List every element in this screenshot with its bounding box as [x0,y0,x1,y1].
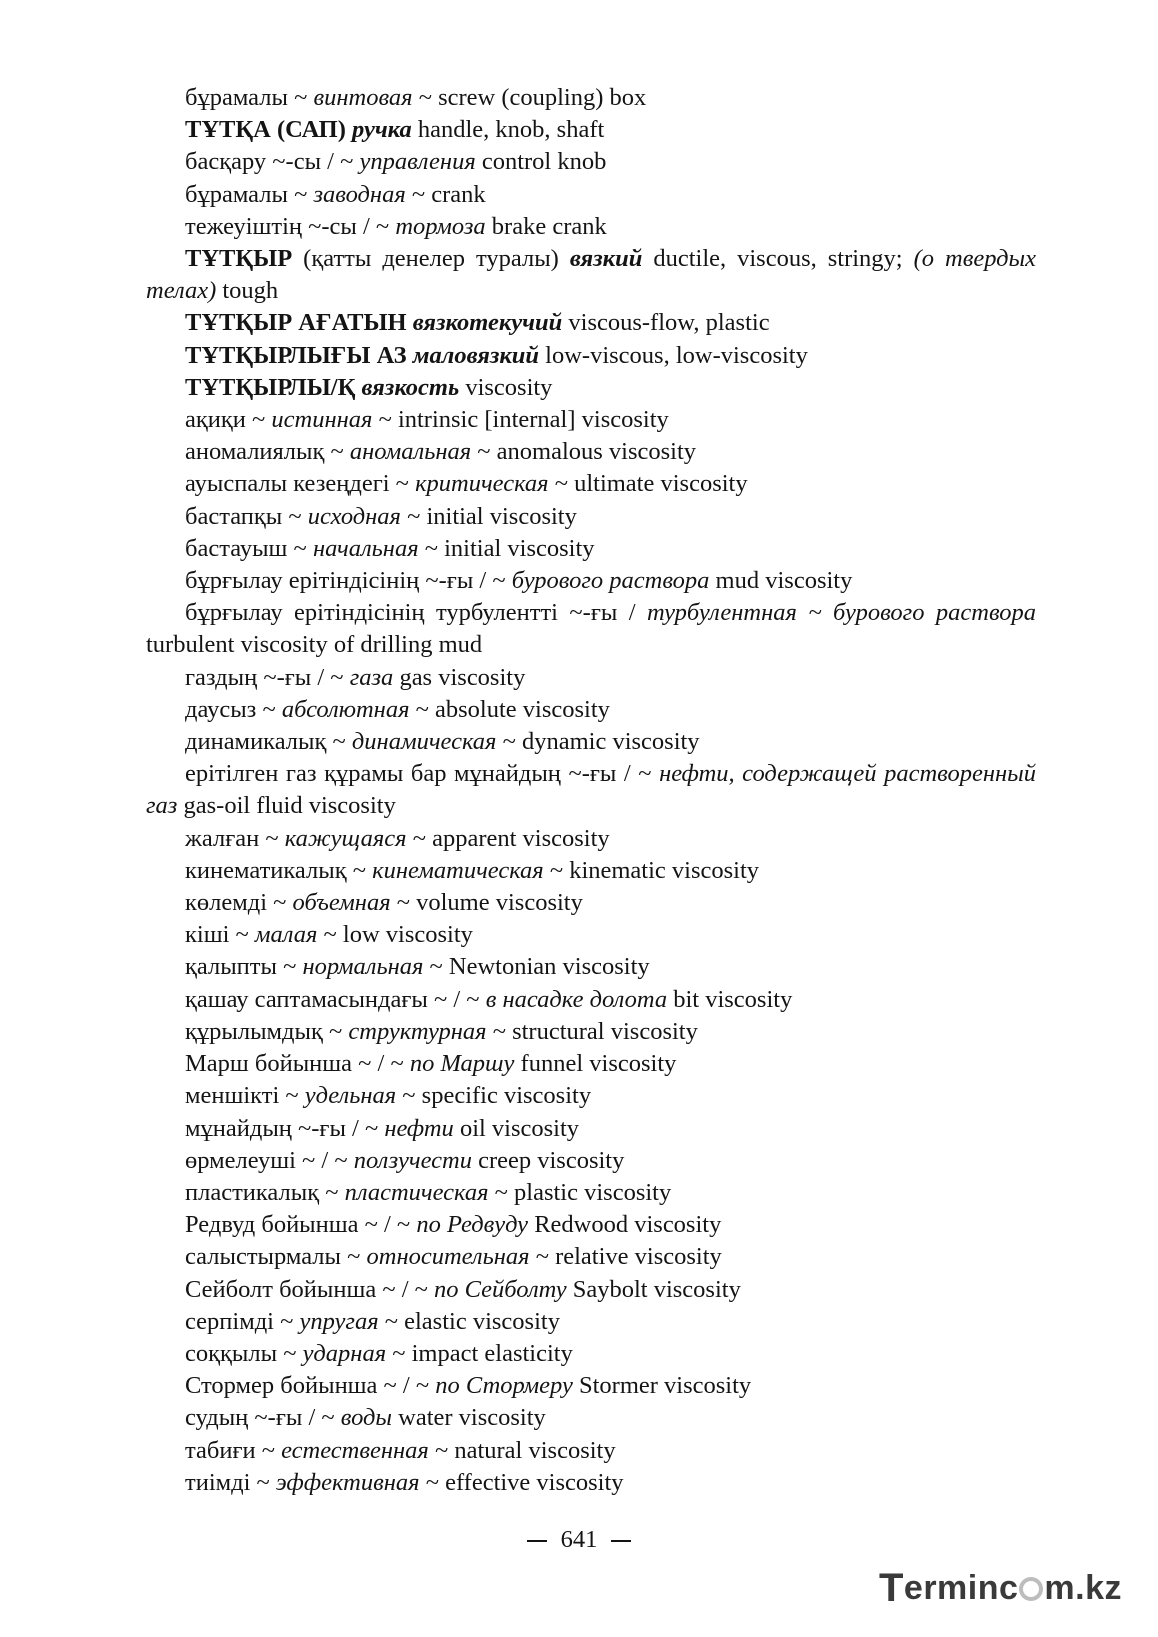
entry-russian-term: по Маршу [409,1050,515,1078]
entry-russian-term: удельная [304,1082,397,1110]
entry-text: Сейболт бойынша ~ / ~ [185,1275,435,1303]
dictionary-entry [146,114,1036,146]
dictionary-entry [146,1274,1036,1306]
entry-text: Saybolt viscosity [566,1275,741,1303]
entry-russian-term: по Стормеру [435,1372,573,1400]
dictionary-entry [146,726,1036,758]
entry-text: газдың ~-ғы / ~ [185,663,350,691]
entry-text: табиғи ~ [185,1436,282,1464]
entry-text: ақиқи ~ [185,406,272,434]
dictionary-entry [146,1338,1036,1370]
entry-text: бұрамалы ~ [185,84,314,111]
dictionary-entry [146,1113,1036,1145]
entry-russian-term: аномальная [349,438,472,466]
entry-russian-term: бурового раствора [511,567,710,595]
entry-text: viscous-flow, plastic [562,309,770,337]
entry-text: ~ screw (coupling) box [412,84,647,111]
entry-list [146,82,1036,1499]
dictionary-entry [146,1306,1036,1338]
entry-headword-russian: маловязкий [412,341,540,369]
entry-text: ~ apparent viscosity [406,824,610,852]
entry-text: brake crank [485,212,607,240]
entry-russian-term: эффективная [275,1468,420,1496]
entry-russian-term: нефти, содержащей растворенный газ [146,760,1036,820]
entry-russian-term: ударная [302,1339,387,1367]
dictionary-entry [146,758,1036,822]
entry-text: бұрғылау ерітіндісінің турбулентті ~-ғы / [185,599,648,627]
dictionary-entry [146,1177,1036,1209]
entry-text: ~ relative viscosity [529,1243,722,1271]
entry-text: қалыпты ~ [185,953,303,981]
entry-text: ~ elastic viscosity [378,1307,560,1335]
dictionary-entry [146,436,1036,468]
entry-russian-term: критическая [415,470,549,498]
entry-russian-term: нормальная [302,953,424,981]
entry-russian-term: по Редвуду [416,1211,529,1239]
entry-text: ~ ultimate viscosity [548,470,748,498]
entry-text: көлемді ~ [185,889,293,917]
entry-text: кіші ~ [185,921,255,949]
entry-text: ~ anomalous viscosity [471,438,697,466]
entry-text: (қатты денелер туралы) [292,245,570,273]
dictionary-entry [146,307,1036,339]
entry-text: control knob [475,148,607,176]
entry-text: tough [216,277,279,305]
dictionary-entry [146,984,1036,1016]
entry-text: ~ impact elasticity [386,1339,573,1367]
entry-text: құрылымдық ~ [185,1017,349,1045]
entry-text: low-viscous, low-viscosity [539,341,808,369]
entry-russian-term: управления [359,148,476,176]
entry-text: бұрамалы ~ [185,180,314,208]
entry-russian-term: объемная [292,889,391,917]
entry-text: соққылы ~ [185,1339,303,1367]
entry-text: ауыспалы кезеңдегі ~ [185,470,416,498]
entry-text: mud viscosity [709,567,853,595]
entry-text: ~ specific viscosity [396,1082,592,1110]
entry-russian-term: пластическая [344,1178,489,1206]
entry-text: бастауыш ~ [185,534,313,562]
entry-russian-term: исходная [307,502,401,530]
entry-text: gas-oil fluid viscosity [177,792,396,820]
dictionary-entry [146,694,1036,726]
dictionary-entry [146,372,1036,404]
termincom-watermark-logo [879,1566,1122,1611]
entry-text: бастапқы ~ [185,502,308,530]
dictionary-entry [146,823,1036,855]
dictionary-entry [146,1435,1036,1467]
entry-headword-russian: вязкотекучий [412,309,563,337]
entry-text: viscosity [459,373,553,401]
dictionary-entry [146,1467,1036,1499]
dictionary-entry [146,597,1036,661]
dictionary-entry [146,243,1036,307]
entry-russian-term: турбулентная ~ бурового раствора [647,599,1037,627]
entry-russian-term: естественная [281,1436,429,1464]
dictionary-entry [146,855,1036,887]
entry-russian-term: в насадке долота [485,985,668,1013]
entry-headword-russian: вязкий [569,245,643,273]
entry-text: пластикалық ~ [185,1178,345,1206]
entry-headword: ТҰТҚЫРЛЫҒЫ АЗ [185,341,413,369]
entry-text: қашау саптамасындағы ~ / ~ [185,985,486,1013]
entry-text: Марш бойынша ~ / ~ [185,1050,410,1078]
entry-text: бұрғылау ерітіндісінің ~-ғы / ~ [185,567,512,595]
entry-text: ~ Newtonian viscosity [423,953,650,981]
entry-russian-term: кинематическая [372,856,544,884]
entry-headword-russian: ручка [352,116,412,144]
entry-text: аномалиялық ~ [185,438,350,466]
entry-text: судың ~-ғы / ~ [185,1404,341,1432]
entry-headword: ТҰТҚЫР [185,245,293,273]
dictionary-entry [146,82,1036,114]
entry-russian-term: структурная [348,1017,487,1045]
entry-russian-term: заводная [313,180,406,208]
watermark-middle: erminc [903,1569,1019,1607]
page-number-dash-right [611,1540,631,1542]
dictionary-entry [146,1241,1036,1273]
entry-russian-term: винтовая [313,84,413,111]
entry-text: Redwood viscosity [528,1211,722,1239]
dictionary-entry [146,340,1036,372]
entry-russian-term: относительная [366,1243,530,1271]
entry-text: даусыз ~ [185,695,282,723]
entry-headword-russian: вязкость [361,373,460,401]
entry-russian-term: упругая [299,1307,379,1335]
entry-text: ~ low viscosity [317,921,473,949]
entry-russian-term: истинная [271,406,373,434]
entry-text: water viscosity [392,1404,546,1432]
dictionary-entry [146,211,1036,243]
dictionary-entry [146,146,1036,178]
dictionary-entry [146,951,1036,983]
entry-text: ~ volume viscosity [390,889,583,917]
dictionary-entry [146,1209,1036,1241]
watermark-suffix: m.kz [1044,1569,1122,1607]
dictionary-entry [146,887,1036,919]
entry-text: ~ plastic viscosity [488,1178,672,1206]
dictionary-page [146,82,1036,1499]
entry-text: ~ kinematic viscosity [543,856,760,884]
entry-russian-term: малая [254,921,318,949]
entry-text: ductile, viscous, stringy; [642,245,914,273]
entry-text: bit viscosity [667,985,793,1013]
dictionary-entry [146,404,1036,436]
entry-text: ~ initial viscosity [418,534,595,562]
dictionary-entry [146,1080,1036,1112]
entry-text: handle, knob, shaft [411,116,605,144]
entry-text: turbulent viscosity of drilling mud [146,631,483,659]
entry-russian-term: ползучести [353,1146,472,1174]
entry-russian-term: газа [349,663,394,691]
entry-text: ~ initial viscosity [400,502,577,530]
entry-text: өрмелеуші ~ / ~ [185,1146,354,1174]
entry-text: gas viscosity [393,663,526,691]
entry-russian-term: воды [340,1404,393,1432]
watermark-circle-icon [1019,1577,1043,1601]
dictionary-entry [146,533,1036,565]
entry-russian-term: нефти [384,1114,454,1142]
dictionary-entry [146,179,1036,211]
entry-text: Stormer viscosity [572,1372,752,1400]
entry-russian-term: динамическая [351,728,497,756]
entry-text: жалған ~ [185,824,285,852]
entry-russian-term: начальная [312,534,419,562]
entry-text: ~ effective viscosity [419,1468,624,1496]
entry-russian-term: (о твердых телах) [146,245,1037,305]
page-number: 641 [560,1526,598,1553]
entry-russian-term: тормоза [395,212,486,240]
entry-text: ~ absolute viscosity [409,695,610,723]
dictionary-entry [146,1016,1036,1048]
entry-text: ерітілген газ құрамы бар мұнайдың ~-ғы / ~ [185,760,660,788]
dictionary-entry [146,919,1036,951]
entry-text: oil viscosity [453,1114,580,1142]
entry-russian-term: абсолютная [281,695,410,723]
dictionary-entry [146,1402,1036,1434]
entry-russian-term: кажущаяся [284,824,407,852]
entry-headword: ТҰТҚЫР АҒАТЫН [185,309,413,337]
entry-text: салыстырмалы ~ [185,1243,367,1271]
dictionary-entry [146,468,1036,500]
watermark-prefix: T [878,1566,904,1610]
dictionary-entry [146,565,1036,597]
entry-text: мұнайдың ~-ғы / ~ [185,1114,385,1142]
entry-text: Редвуд бойынша ~ / ~ [185,1211,417,1239]
page-number-dash-left [527,1540,547,1542]
dictionary-entry [146,1145,1036,1177]
entry-text: меншікті ~ [185,1082,305,1110]
page-footer [0,1526,1158,1554]
entry-text: ~ natural viscosity [428,1436,616,1464]
entry-text: funnel viscosity [514,1050,677,1078]
dictionary-entry [146,1370,1036,1402]
entry-text: кинематикалық ~ [185,856,373,884]
entry-text: ~ dynamic viscosity [496,728,700,756]
dictionary-entry [146,662,1036,694]
entry-text: ~ crank [405,180,486,208]
entry-text: creep viscosity [471,1146,625,1174]
entry-headword: ТҰТҚЫРЛЫ/Қ [185,373,362,401]
entry-text: динамикалық ~ [185,728,352,756]
entry-text: Стормер бойынша ~ / ~ [185,1372,436,1400]
entry-text: тежеуіштің ~-сы / ~ [185,212,396,240]
dictionary-entry [146,501,1036,533]
entry-text: басқару ~-сы / ~ [185,148,360,176]
entry-headword: ТҰТҚА (САП) [185,116,353,144]
entry-text: ~ structural viscosity [486,1017,698,1045]
dictionary-entry [146,1048,1036,1080]
entry-russian-term: по Сейболту [434,1275,567,1303]
entry-text: ~ intrinsic [internal] viscosity [372,406,669,434]
entry-text: серпімді ~ [185,1307,300,1335]
entry-text: тиімді ~ [185,1468,276,1496]
